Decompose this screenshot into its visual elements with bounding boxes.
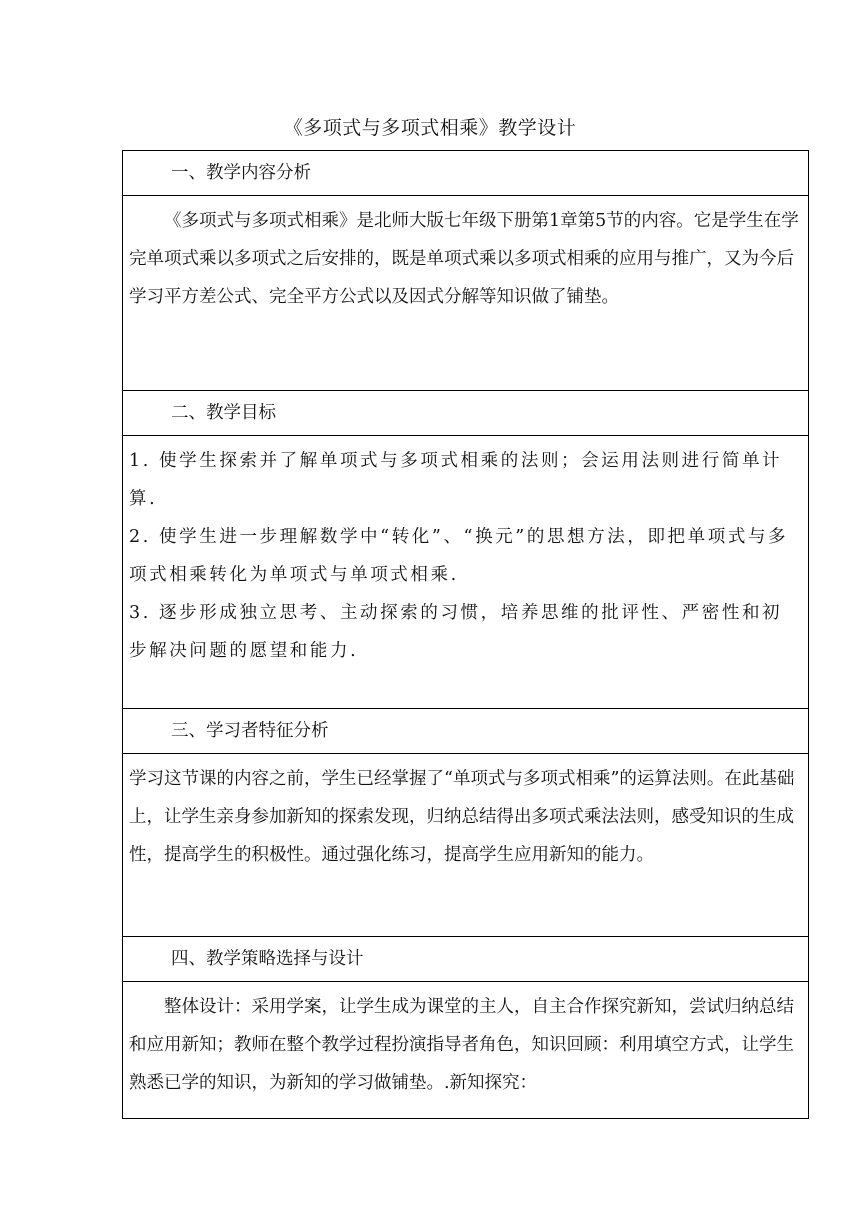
section-body-row <box>123 436 809 709</box>
section-body-teaching-goals <box>123 436 809 709</box>
goal-item: 1. 使学生探索并了解单项式与多项式相乘的法则；会运用法则进行简单计算. <box>129 451 783 509</box>
paragraph: 《多项式与多项式相乘》是北师大版七年级下册第1章第5节的内容。它是学生在学完单项式乘以多项式之后安排的，既是单项式乘以多项式相乘的应用与推广，又为今后学习平方差公式、完全平方公式以及因式分解等知识做了铺垫。 <box>129 211 799 307</box>
section-body-row <box>123 982 809 1119</box>
section-heading-strategy-design <box>123 937 809 982</box>
section-heading-teaching-goals <box>123 391 809 436</box>
section-body-learner-analysis <box>123 754 809 937</box>
section-heading-row <box>123 391 809 436</box>
section-body-row <box>123 754 809 937</box>
section-body-content-analysis <box>123 196 809 391</box>
document-title: 《多项式与多项式相乘》教学设计 <box>283 117 577 139</box>
goal-item: 2. 使学生进一步理解数学中“转化”、“换元”的思想方法，即把单项式与多项式相乘转化为单项式与单项式相乘. <box>129 527 789 585</box>
section-heading-row <box>123 151 809 196</box>
paragraph: 学习这节课的内容之前，学生已经掌握了“单项式与多项式相乘”的运算法则。在此基础上，让学生亲身参加新知的探索发现，归纳总结得出多项式乘法法则，感受知识的生成性，提高学生的积极性。通过强化练习，提高学生应用新知的能力。 <box>129 769 795 865</box>
section-heading-text: 四、教学策略选择与设计 <box>171 949 364 969</box>
section-heading-text: 三、学习者特征分析 <box>171 721 329 741</box>
section-heading-content-analysis <box>123 151 809 196</box>
section-heading-row <box>123 709 809 754</box>
section-heading-learner-analysis <box>123 709 809 754</box>
goal-item: 3. 逐步形成独立思考、主动探索的习惯，培养思维的批评性、严密性和初步解决问题的愿望和能力. <box>129 603 783 661</box>
section-heading-text: 二、教学目标 <box>171 403 276 423</box>
lesson-plan-table <box>122 150 809 1119</box>
paragraph: 整体设计：采用学案，让学生成为课堂的主人，自主合作探究新知，尝试归纳总结和应用新知；教师在整个教学过程扮演指导者角色，知识回顾：利用填空方式，让学生熟悉已学的知识，为新知的学习做铺垫。.新知探究： <box>129 997 794 1093</box>
section-heading-row <box>123 937 809 982</box>
section-body-row <box>123 196 809 391</box>
section-body-strategy-design <box>123 982 809 1119</box>
section-heading-text: 一、教学内容分析 <box>171 163 311 183</box>
